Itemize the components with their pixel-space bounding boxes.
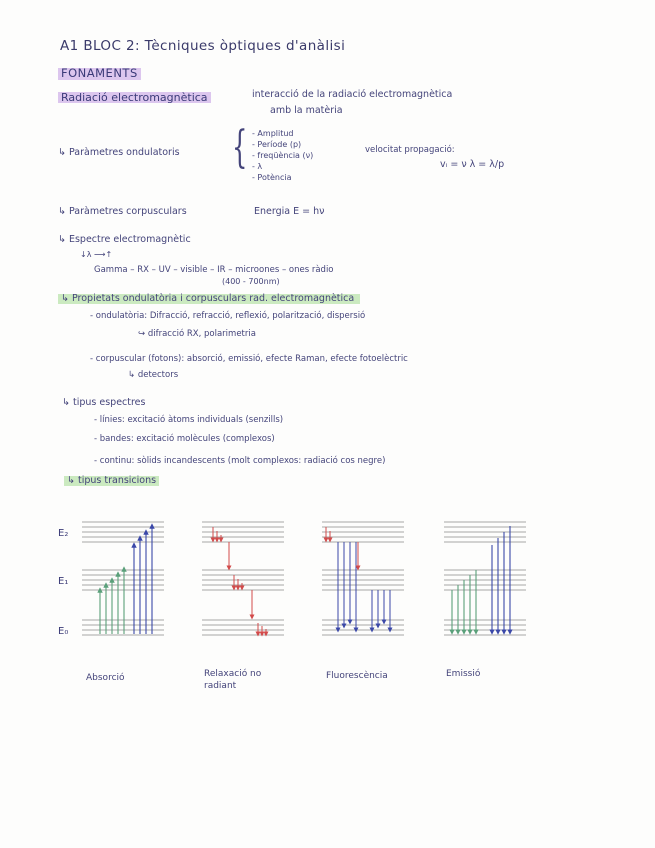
label-fluorescence: Fluorescència	[326, 671, 388, 681]
page-title: A1 BLOC 2: Tècniques òptiques d'anàlisi	[60, 38, 346, 54]
corpuscular-params-heading: ↳ Paràmetres corpusculars	[58, 206, 187, 217]
radiation-definition-1: interacció de la radiació electromagnètica	[252, 89, 453, 100]
label-emission: Emissió	[446, 669, 481, 679]
corpuscular-properties-sub: ↳ detectors	[128, 370, 179, 380]
section-heading: FONAMENTS	[58, 68, 141, 80]
corpuscular-properties-line: - corpuscular (fotons): absorció, emissió, efecte Raman, efecte fotoelèctric	[90, 354, 408, 364]
emission-diagram	[444, 522, 526, 635]
spectra-type-item: - línies: excitació àtoms individuals (senzills)	[94, 415, 284, 425]
velocity-label: velocitat propagació:	[365, 145, 455, 155]
transitions-heading: ↳ tipus transicions	[64, 476, 159, 486]
spectra-type-item: - continu: sòlids incandescents (molt complexos: radiació cos negre)	[94, 456, 386, 466]
wave-param-item: - λ	[252, 162, 263, 171]
spectrum-heading: ↳ Espectre electromagnètic	[58, 234, 191, 245]
radiation-heading: Radiació electromagnètica	[58, 92, 211, 103]
fluorescence-diagram	[322, 522, 404, 635]
brace-icon: {	[232, 122, 248, 173]
spectra-types-heading: ↳ tipus espectres	[62, 397, 146, 408]
label-absorption: Absorció	[86, 673, 125, 683]
energy-formula: Energia E = hν	[254, 206, 325, 217]
wave-param-item: - freqüència (ν)	[252, 151, 314, 160]
fluorescence-arrows	[326, 527, 390, 630]
level-label-e2: E₂	[58, 528, 69, 539]
relaxation-diagram	[202, 522, 284, 635]
visible-range: (400 - 700nm)	[222, 277, 280, 286]
wavelength-arrow: ↓λ ⟶↑	[80, 250, 113, 259]
wave-properties-sub: ↪ difracció RX, polarimetria	[138, 329, 256, 339]
label-relaxation-2: radiant	[204, 681, 237, 691]
wave-param-item: - Període (p)	[252, 140, 302, 149]
wave-params-heading: ↳ Paràmetres ondulatoris	[58, 147, 180, 158]
properties-heading: ↳ Propietats ondulatòria i corpusculars rad. electromagnètica	[58, 294, 360, 304]
wave-param-item: - Amplitud	[252, 129, 294, 138]
label-relaxation-1: Relaxació no	[204, 669, 262, 679]
relaxation-arrows	[213, 527, 266, 634]
velocity-formula: vᵢ = ν λ = λ/p	[440, 159, 505, 170]
level-label-e1: E₁	[58, 576, 69, 587]
spectrum-sequence: Gamma – RX – UV – visible – IR – microones – ones ràdio	[94, 265, 334, 275]
spectra-type-item: - bandes: excitació molècules (complexos)	[94, 434, 275, 444]
wave-param-item: - Potència	[252, 173, 292, 182]
radiation-definition-2: amb la matèria	[270, 105, 343, 116]
wave-properties-line: - ondulatòria: Difracció, refracció, reflexió, polarització, dispersió	[90, 311, 366, 321]
level-label-e0: E₀	[58, 626, 69, 637]
